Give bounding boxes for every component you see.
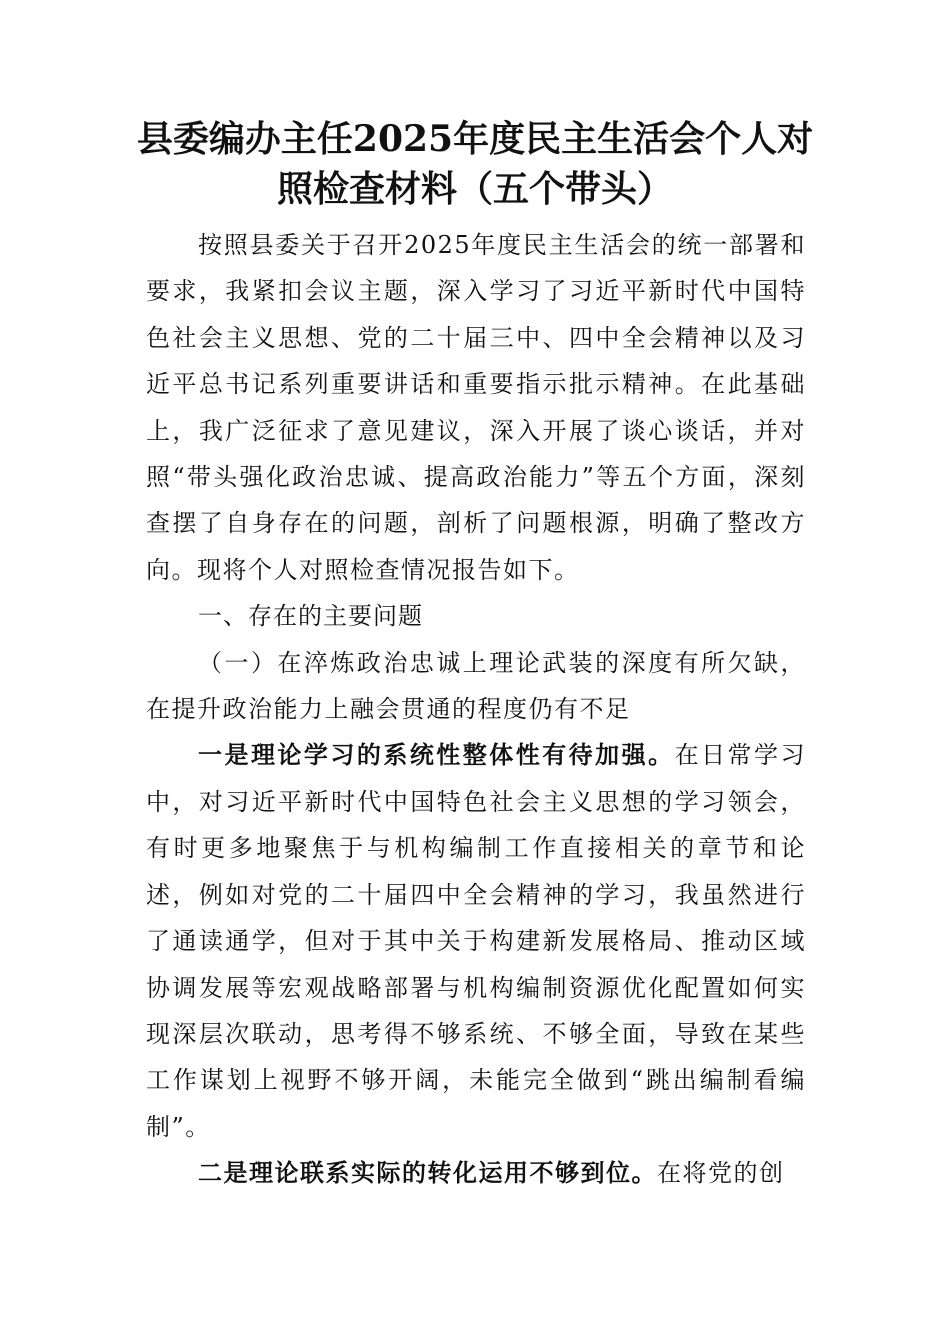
point-two-lead: 二是理论联系实际的转化运用不够到位。 bbox=[198, 1159, 657, 1188]
subsection-heading: （一）在淬炼政治忠诚上理论武装的深度有所欠缺，在提升政治能力上融会贯通的程度仍有不足 bbox=[146, 648, 806, 724]
point-two-text: 在将党的创 bbox=[657, 1159, 785, 1188]
document-body bbox=[146, 222, 806, 1197]
point-one-lead: 一是理论学习的系统性整体性有待加强。 bbox=[198, 741, 675, 770]
point-one-paragraph bbox=[146, 732, 806, 1150]
intro-paragraph: 按照县委关于召开2025年度民主生活会的统一部署和要求，我紧扣会议主题，深入学习了习近平新时代中国特色社会主义思想、党的二十届三中、四中全会精神以及习近平总书记系列重要讲话和重要指示批示精神。在此基础上，我广泛征求了意见建议，深入开展了谈心谈话，并对照“带头强化政治忠诚、提高政治能力”等五个方面，深刻查摆了自身存在的问题，剖析了问题根源，明确了整改方向。现将个人对照检查情况报告如下。 bbox=[146, 231, 806, 584]
point-two-paragraph bbox=[146, 1150, 806, 1196]
point-one-text: 在日常学习中，对习近平新时代中国特色社会主义思想的学习领会，有时更多地聚焦于与机构编制工作直接相关的章节和论述，例如对党的二十届四中全会精神的学习，我虽然进行了通读通学，但对于其中关于构建新发展格局、推动区域协调发展等宏观战略部署与机构编制资源优化配置如何实现深层次联动，思考得不够系统、不够全面，导致在某些工作谋划上视野不够开阔，未能完全做到“跳出编制看编制”。 bbox=[146, 741, 807, 1141]
document-title: 县委编办主任2025年度民主生活会个人对照检查材料（五个带头） bbox=[136, 118, 814, 210]
section-heading: 一、存在的主要问题 bbox=[198, 602, 423, 631]
